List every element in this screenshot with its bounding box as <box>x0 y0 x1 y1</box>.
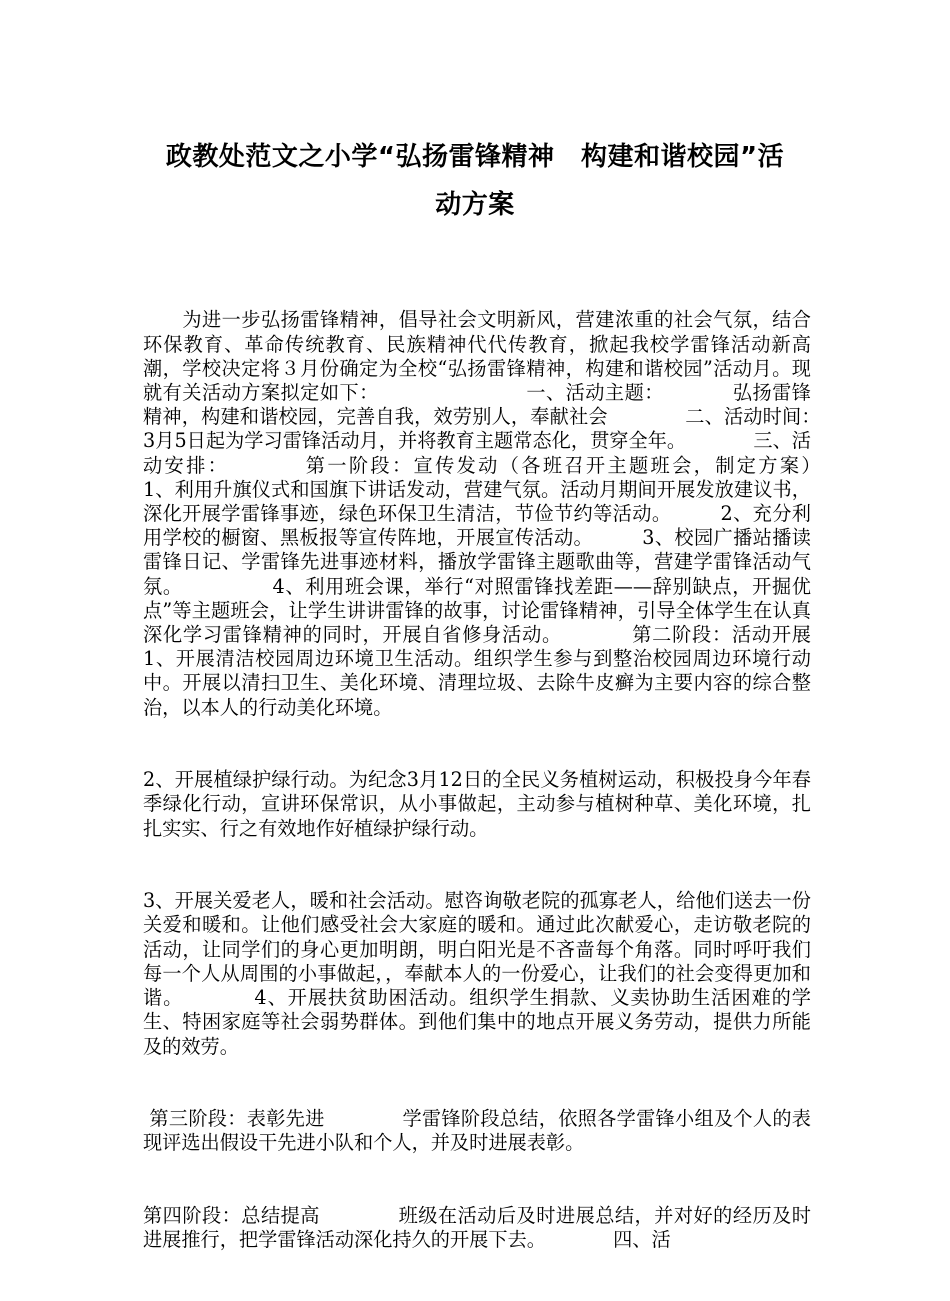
document-body <box>143 260 869 1301</box>
paragraph-elderly-care: 3、开展关爱老人，暖和社会活动。慰咨询敬老院的孤寡老人，给他们送去一份关爱和暖和。让他们感受社会大家庭的暖和。通过此次献爱心，走访敬老院的活动，让同学们的身心更加明朗，明白阳光是不吝啬每个角落。同时呼吁我们每一个人从周围的小事做起，，奉献本人的一份爱心，让我们的社会变得更加和谐。 4、开展扶贫助困活动。组织学生捐款、义卖协助生活困难的学生、特困家庭等社会弱势群体。到他们集中的地点开展义务劳动，提供力所能及的效劳。 <box>143 889 811 1058</box>
document-title <box>140 133 810 229</box>
paragraph-stage-four: 第四阶段：总结提高 班级在活动后及时进展总结，并对好的经历及时进展推行，把学雷锋活动深化持久的开展下去。 四、活 <box>143 1203 811 1252</box>
paragraph-stage-three: 第三阶段：表彰先进 学雷锋阶段总结，依照各学雷锋小组及个人的表现评选出假设干先进小队和个人，并及时进展表彰。 <box>143 1107 811 1155</box>
paragraph-tree-planting: 2、开展植绿护绿行动。为纪念3月12日的全民义务植树运动，积极投身今年春季绿化行动，宣讲环保常识，从小事做起，主动参与植树种草、美化环境，扎扎实实、行之有效地作好植绿护绿行动。 <box>143 768 811 840</box>
paragraph-intro-and-plan: 为进一步弘扬雷锋精神，倡导社会文明新风，营建浓重的社会气氛，结合环保教育、革命传统教育、民族精神代代传教育，掀起我校学雷锋活动新高潮，学校决定将３月份确定为全校“弘扬雷锋精神，构建和谐校园”活动月。现就有关活动方案拟定如下： 一、活动主题： 弘扬雷锋精神，构建和谐校园，完善自我，效劳别人，奉献社会 二、活动时间： 3月5日起为学习雷锋活动月，并将教育主题常态化，贯穿全年。 三、活动安排： 第一阶段：宣传发动（各班召开主题班会，制定方案） 1、利用升旗仪式和国旗下讲话发动，营建气氛。活动月期间开展发放建议书，深化开展学雷锋事迹，绿色环保卫生清洁，节俭节约等活动。 2、充分利用学校的橱窗、黑板报等宣传阵地，开展宣传活动。 3、校园广播站播读雷锋日记、学雷锋先进事迹材料，播放学雷锋主题歌曲等，营建学雷锋活动气氛。 4、利用班会课，举行“对照雷锋找差距——辞别缺点，开掘优点”等主题班会，让学生讲讲雷锋的故事，讨论雷锋精神，引导全体学生在认真深化学习雷锋精神的同时，开展自省修身活动。 第二阶段：活动开展 1、开展清洁校园周边环境卫生活动。组织学生参与到整治校园周边环境行动中。开展以清扫卫生、美化环境、清理垃圾、去除牛皮癣为主要内容的综合整治，以本人的行动美化环境。 <box>143 308 869 719</box>
title-line-1: 政教处范文之小学“弘扬雷锋精神 构建和谐校园”活 <box>165 142 785 172</box>
title-line-2: 动方案 <box>435 190 515 220</box>
